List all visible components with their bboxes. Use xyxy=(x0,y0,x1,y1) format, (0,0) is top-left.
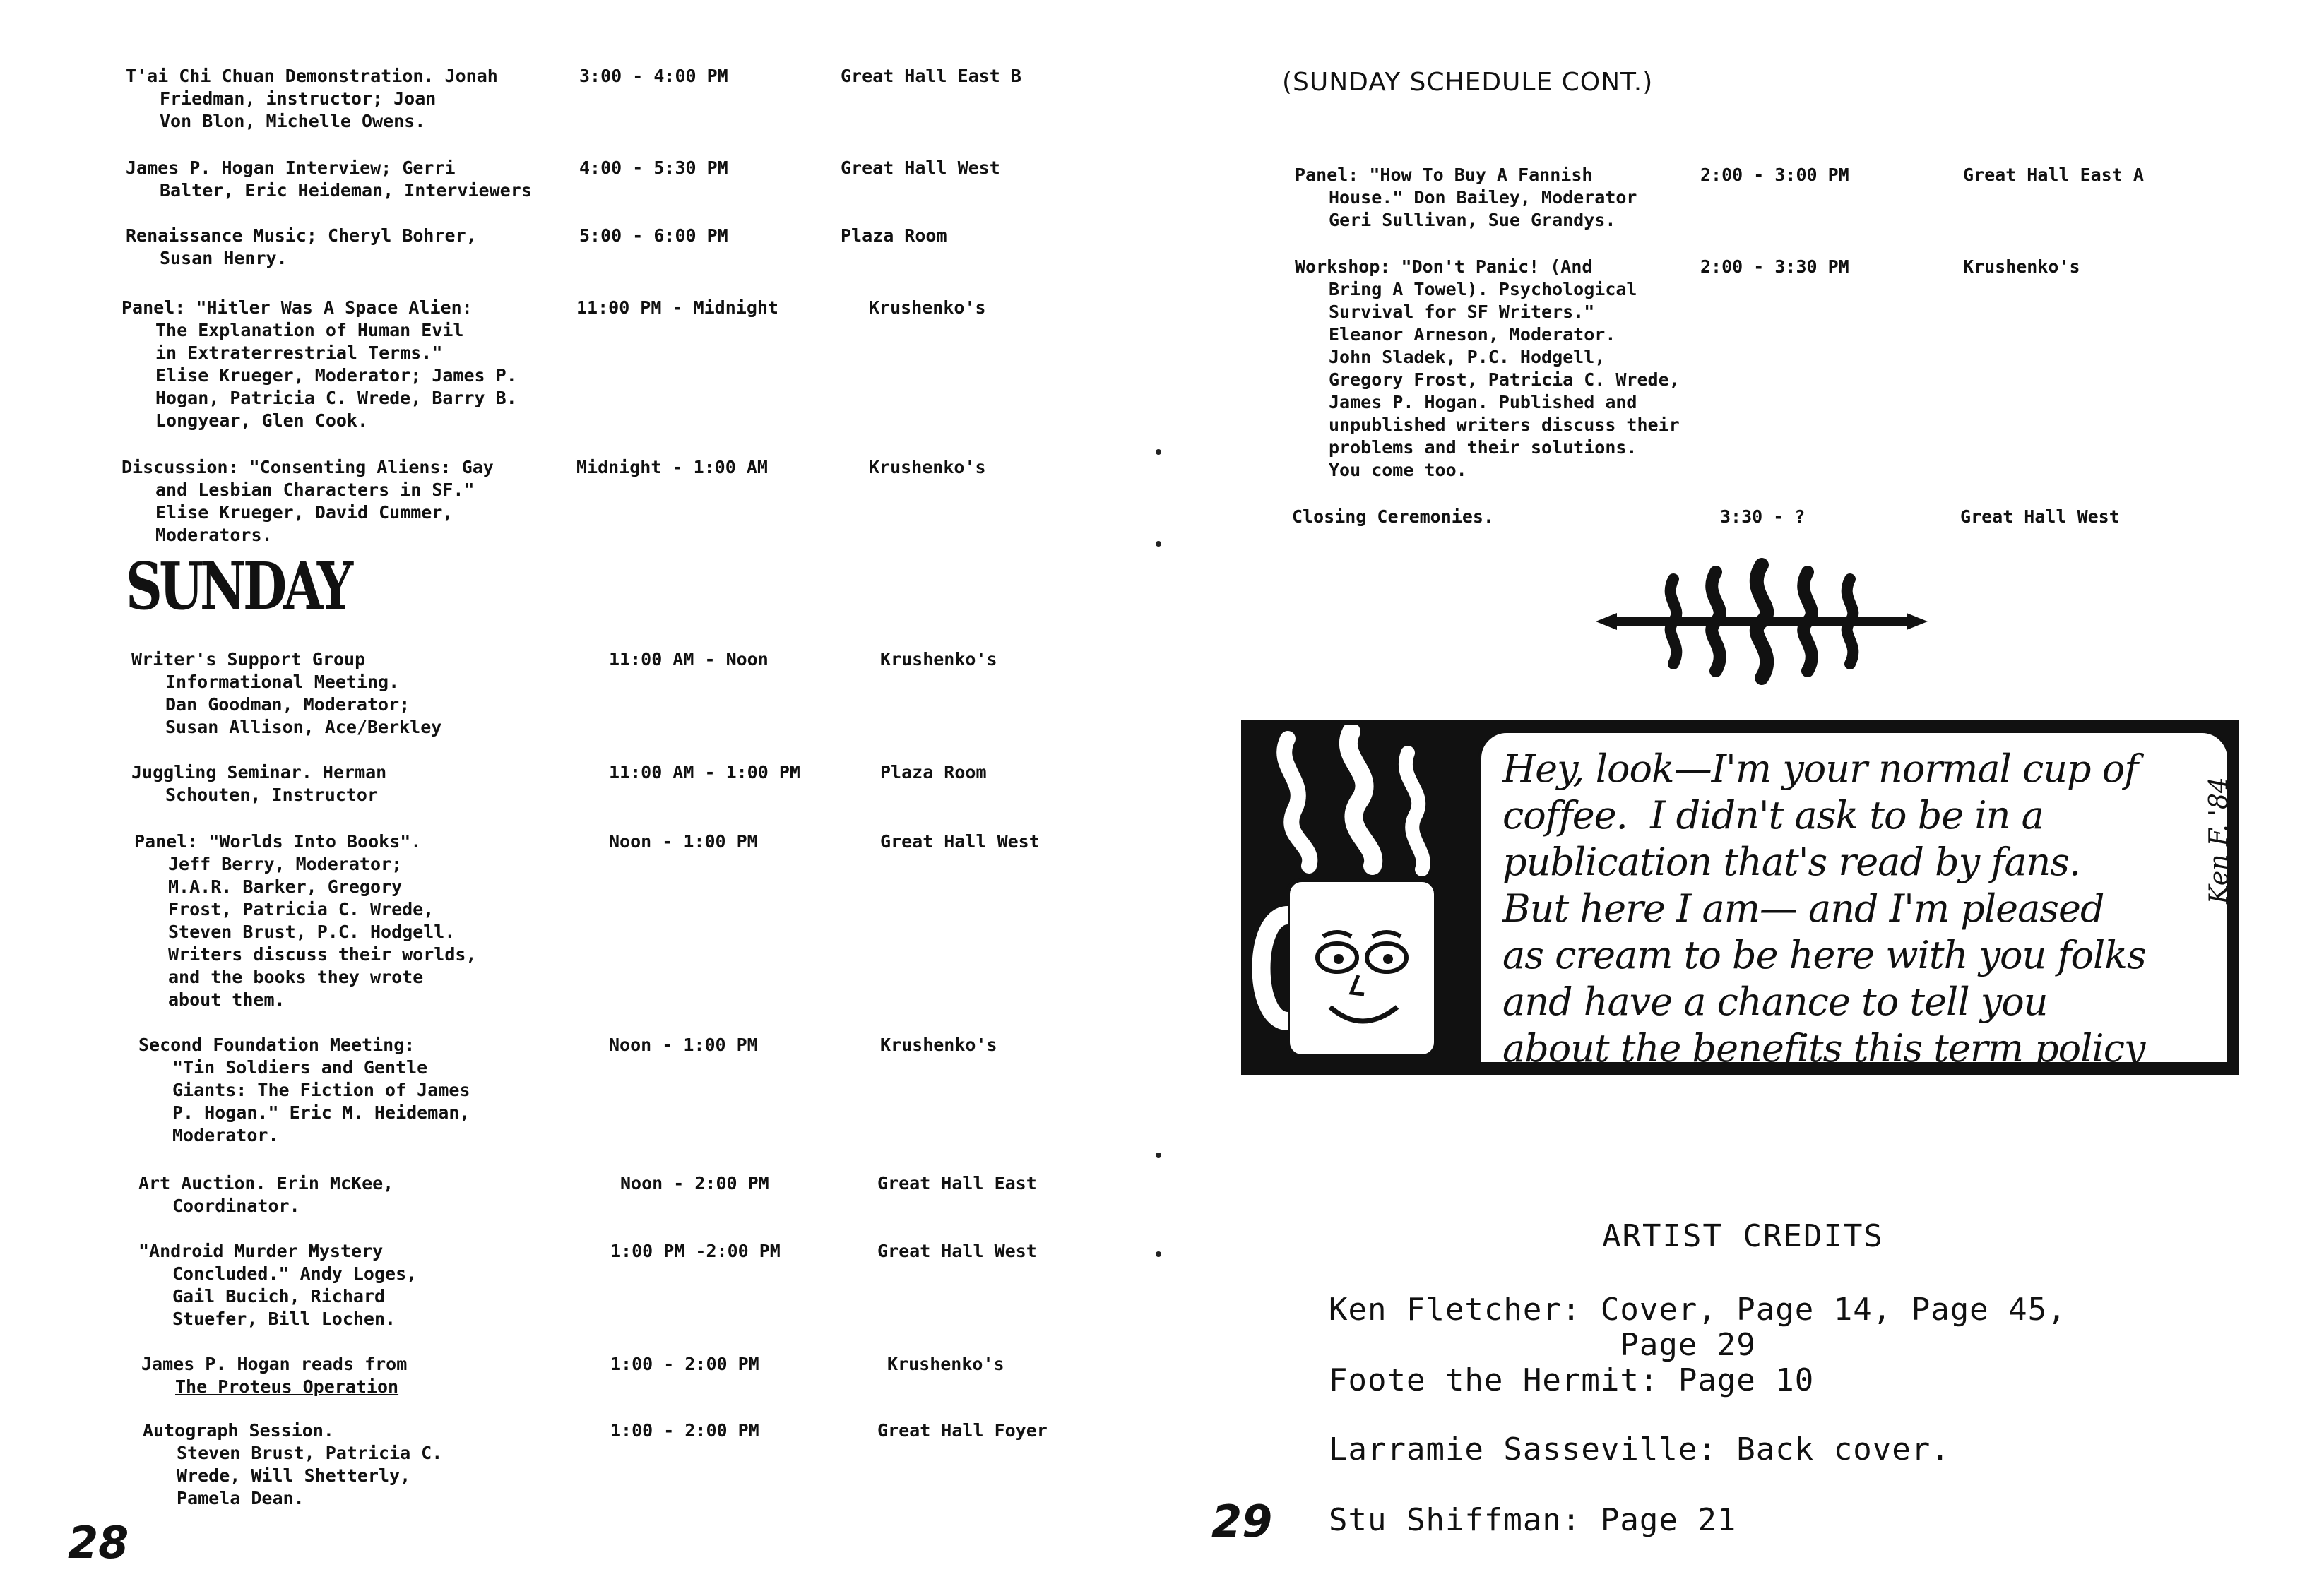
event-time: Noon - 1:00 PM xyxy=(609,1035,758,1055)
event-room: Great Hall Foyer xyxy=(877,1420,1048,1441)
event-time: Noon - 1:00 PM xyxy=(609,831,758,852)
schedule-item xyxy=(131,761,987,806)
schedule-item xyxy=(143,1419,1048,1510)
event-description: Workshop: "Don't Panic! (And Bring A Towel). Psychological Survival for SF Writers." Eleanor Arneson, Moderator. John Sladek, P.C. Hodgell, Gregory Frost, Patricia C. Wrede, James P. Hogan. Published and unpublished writers discuss their problems and their solutions. You come too. xyxy=(1295,256,1680,480)
event-room: Krushenko's xyxy=(880,649,997,669)
event-time: 3:00 - 4:00 PM xyxy=(579,66,728,86)
artist-signature: Ken F. '84 xyxy=(2205,777,2234,904)
credit-line: Foote the Hermit: Page 10 xyxy=(1329,1362,1815,1398)
credit-line: Stu Shiffman: Page 21 xyxy=(1329,1502,1737,1538)
margin-speck xyxy=(1156,541,1161,547)
event-description: Panel: "How To Buy A Fannish House." Don Bailey, Moderator Geri Sullivan, Sue Grandys. xyxy=(1295,165,1637,230)
event-room: Great Hall West xyxy=(877,1241,1037,1261)
event-description: Panel: "Worlds Into Books". Jeff Berry, Moderator; M.A.R. Barker, Gregory Frost, Patricia C. Wrede, Steven Brust, P.C. Hodgell. Writers discuss their worlds, and the books they wrote about them. xyxy=(134,831,477,1010)
artist-credits-title: ARTIST CREDITS xyxy=(1602,1218,1884,1254)
event-description: Art Auction. Erin McKee, Coordinator. xyxy=(138,1173,394,1216)
schedule-continued-header: (SUNDAY SCHEDULE CONT.) xyxy=(1282,68,1654,97)
schedule-item xyxy=(134,830,1040,1011)
event-room: Great Hall West xyxy=(841,157,1000,178)
event-description: Panel: "Hitler Was A Space Alien: The Explanation of Human Evil in Extraterrestrial Terms." Elise Krueger, Moderator; James P. Hogan, Patricia C. Wrede, Barry B. Longyear, Glen Cook. xyxy=(121,297,517,431)
page-number: 29 xyxy=(1211,1496,1273,1547)
coffee-cup-cartoon xyxy=(1241,720,2239,1075)
event-description: James P. Hogan reads from The Proteus Operation xyxy=(141,1354,408,1397)
event-time: 4:00 - 5:30 PM xyxy=(579,157,728,178)
schedule-item xyxy=(121,297,986,432)
credit-line: Ken Fletcher: Cover, Page 14, Page 45, Page 29 xyxy=(1329,1292,2067,1363)
event-time: 2:00 - 3:00 PM xyxy=(1700,165,1849,185)
schedule-item xyxy=(138,1240,1037,1330)
event-time: 1:00 PM -2:00 PM xyxy=(610,1241,781,1261)
event-description: T'ai Chi Chuan Demonstration. Jonah Friedman, instructor; Joan Von Blon, Michelle Owens. xyxy=(126,66,498,131)
event-time: 1:00 - 2:00 PM xyxy=(610,1420,759,1441)
sunday-heading: SUNDAY xyxy=(126,548,350,624)
decorative-ornament-icon xyxy=(1596,558,1928,685)
event-time: 3:30 - ? xyxy=(1720,506,1806,527)
event-room: Great Hall East xyxy=(877,1173,1037,1193)
right-page xyxy=(1162,0,2324,1584)
event-room: Krushenko's xyxy=(869,297,986,318)
margin-speck xyxy=(1156,1251,1161,1257)
event-room: Krushenko's xyxy=(880,1035,997,1055)
event-description: Closing Ceremonies. xyxy=(1292,506,1494,527)
event-time: 11:00 AM - Noon xyxy=(609,649,769,669)
event-room: Great Hall West xyxy=(880,831,1040,852)
schedule-item xyxy=(131,648,997,739)
event-description: Juggling Seminar. Herman Schouten, Instructor xyxy=(131,762,387,805)
book-title: The Proteus Operation xyxy=(175,1376,399,1397)
event-description: Autograph Session. Steven Brust, Patricia C. Wrede, Will Shetterly, Pamela Dean. xyxy=(143,1420,443,1508)
event-room: Great Hall East A xyxy=(1963,165,2144,185)
schedule-item xyxy=(138,1172,1037,1217)
event-time: 1:00 - 2:00 PM xyxy=(610,1354,759,1374)
speech-bubble xyxy=(1478,730,2230,1071)
event-room: Krushenko's xyxy=(1963,256,2080,277)
event-time: Noon - 2:00 PM xyxy=(620,1173,769,1193)
schedule-item xyxy=(126,225,947,270)
schedule-item xyxy=(1295,164,2144,232)
event-time: 5:00 - 6:00 PM xyxy=(579,225,728,246)
event-description: Discussion: "Consenting Aliens: Gay and Lesbian Characters in SF." Elise Krueger, David Cummer, Moderators. xyxy=(121,457,494,545)
event-time: 2:00 - 3:30 PM xyxy=(1700,256,1849,277)
page-number: 28 xyxy=(68,1517,129,1568)
event-room: Great Hall East B xyxy=(841,66,1021,86)
event-room: Krushenko's xyxy=(887,1354,1004,1374)
event-description: James P. Hogan Interview; Gerri Balter, Eric Heideman, Interviewers xyxy=(126,157,532,201)
event-room: Krushenko's xyxy=(869,457,986,477)
event-description: Writer's Support Group Informational Meeting. Dan Goodman, Moderator; Susan Allison, Ace/Berkley xyxy=(131,649,442,737)
event-room: Plaza Room xyxy=(880,762,987,782)
schedule-item xyxy=(138,1034,997,1147)
event-room: Plaza Room xyxy=(841,225,947,246)
event-time: 11:00 AM - 1:00 PM xyxy=(609,762,800,782)
event-description: Renaissance Music; Cheryl Bohrer, Susan Henry. xyxy=(126,225,477,268)
credit-line: Larramie Sasseville: Back cover. xyxy=(1329,1431,1950,1467)
schedule-item xyxy=(121,456,986,547)
event-description: "Android Murder Mystery Concluded." Andy Loges, Gail Bucich, Richard Stuefer, Bill Lochen. xyxy=(138,1241,417,1329)
event-time: 11:00 PM - Midnight xyxy=(576,297,778,318)
event-description: Second Foundation Meeting: "Tin Soldiers and Gentle Giants: The Fiction of James P. Hogan." Eric M. Heideman, Moderator. xyxy=(138,1035,470,1145)
schedule-item xyxy=(141,1353,1004,1398)
margin-speck xyxy=(1156,449,1161,455)
speech-bubble-text: Hey, look—I'm your normal cup of coffee. I didn't ask to be in a publication that's read by fans. But here I am— and I'm pleased as cream to be here with you folks and have a chance to tell you about the benefits this term policy xyxy=(1502,746,2146,1071)
schedule-item xyxy=(1292,506,2120,528)
event-time: Midnight - 1:00 AM xyxy=(576,457,768,477)
schedule-item xyxy=(126,65,1021,133)
coffee-cup-icon xyxy=(1245,725,1478,1064)
margin-speck xyxy=(1156,1153,1161,1158)
schedule-item xyxy=(126,157,1000,202)
schedule-item xyxy=(1295,256,2080,482)
event-room: Great Hall West xyxy=(1960,506,2120,527)
